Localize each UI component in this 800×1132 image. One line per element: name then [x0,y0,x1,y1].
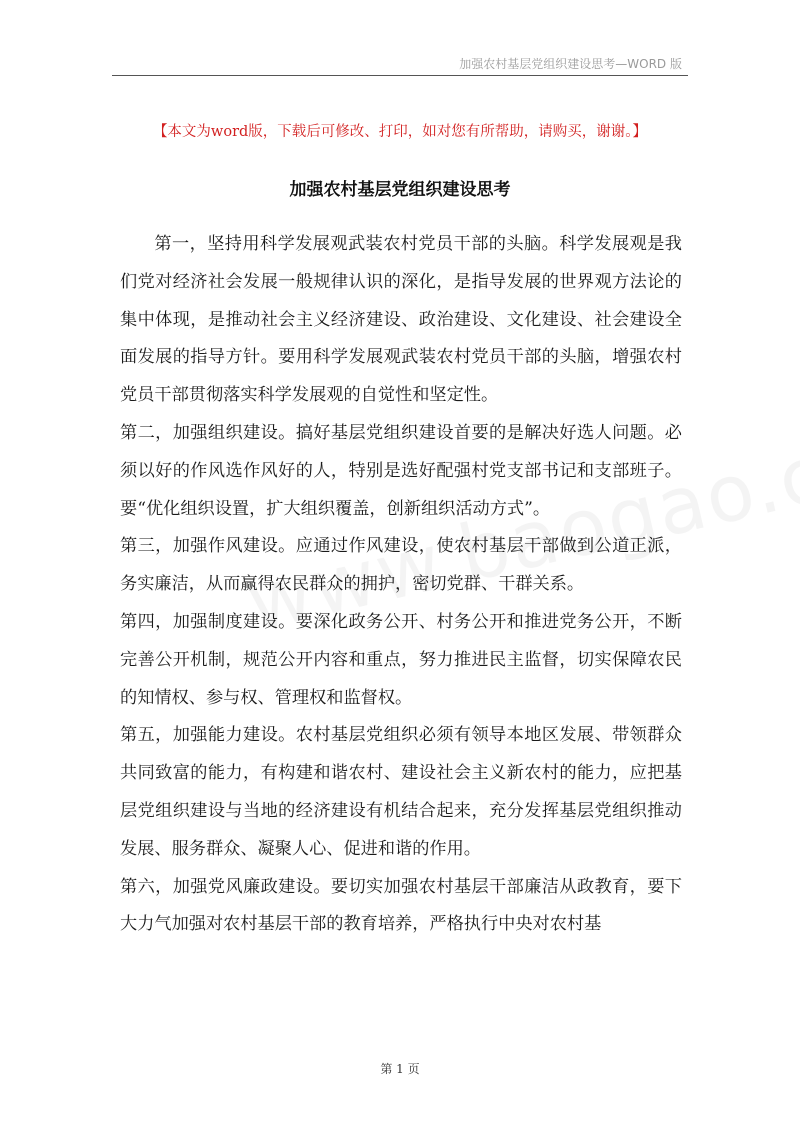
paragraph-3: 第三，加强作风建设。应通过作风建设，使农村基层干部做到公道正派，务实廉洁，从而赢得农民群众的拥护，密切党群、干群关系。 [120,536,682,595]
paragraph-1: 第一，坚持用科学发展观武装农村党员干部的头脑。科学发展观是我们党对经济社会发展一般规律认识的深化，是指导发展的世界观方法论的集中体现，是推动社会主义经济建设、政治建设、文化建设、社会建设全面发展的指导方针。要用科学发展观武装农村党员干部的头脑，增强农村党员干部贯彻落实科学发展观的自觉性和坚定性。 [120,234,682,406]
running-header: 加强农村基层党组织建设思考—WORD 版 [459,57,682,71]
paragraph-6: 第六，加强党风廉政建设。要切实加强农村基层干部廉洁从政教育，要下大力气加强对农村基层干部的教育培养，严格执行中央对农村基 [120,876,682,935]
header-divider [112,75,688,76]
document-title: 加强农村基层党组织建设思考 [289,180,511,200]
download-notice: 【本文为word版，下载后可修改、打印，如对您有所帮助，请购买，谢谢。】 [152,124,648,140]
paragraph-4: 第四，加强制度建设。要深化政务公开、村务公开和推进党务公开，不断完善公开机制，规范公开内容和重点，努力推进民主监督，切实保障农民的知情权、参与权、管理权和监督权。 [120,611,682,708]
paragraph-2: 第二，加强组织建设。搞好基层党组织建设首要的是解决好选人问题。必须以好的作风选作风好的人，特别是选好配强村党支部书记和支部班子。要“优化组织设置，扩大组织覆盖，创新组织活动方式”。 [120,422,682,519]
page-number: 第 1 页 [380,1062,420,1076]
paragraph-5: 第五，加强能力建设。农村基层党组织必须有领导本地区发展、带领群众共同致富的能力，有构建和谐农村、建设社会主义新农村的能力，应把基层党组织建设与当地的经济建设有机结合起来，充分发挥基层党组织推动发展、服务群众、凝聚人心、促进和谐的作用。 [120,725,682,859]
document-body [120,226,682,944]
